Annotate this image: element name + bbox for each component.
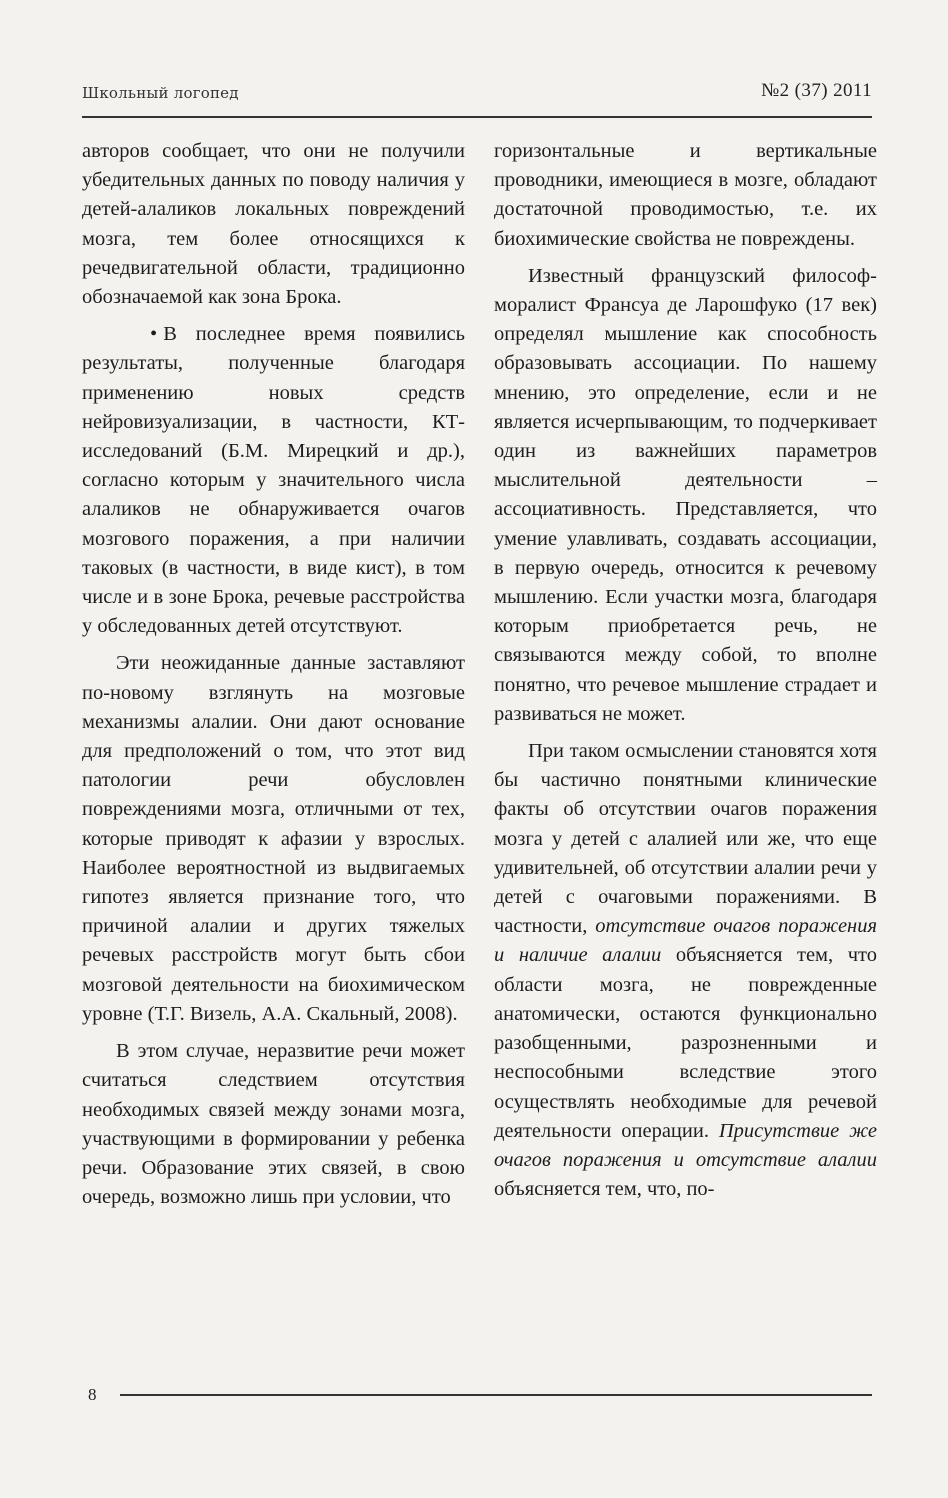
paragraph-text: В последнее время появились результаты, полученные благодаря применению новых средств нейровизуализации, в частности, КТ-исследований (Б.М. Мирецкий и др.), согласно которым у значительного числа алаликов не обнаруживается очагов мозгового поражения, а при наличии таковых (в частности, в виде кист), в том числе и в зоне Брока, речевые расстройства у обследованных детей отсутствуют. bbox=[82, 323, 465, 638]
footer-rule bbox=[120, 1394, 872, 1396]
paragraph bbox=[494, 737, 877, 1204]
header-rule bbox=[82, 116, 872, 118]
paragraph: Эти неожиданные данные заставляют по-новому взглянуть на мозговые механизмы алалии. Они дают основание для предположений о том, что этот вид патологии речи обусловлен повреждениями мозга, отличными от тех, которые приводят к афазии у взрослых. Наиболее вероятностной из выдвигаемых гипотез является признание того, что причиной алалии и других тяжелых речевых расстройств могут быть сбои мозговой деятельности на биохимическом уровне (Т.Г. Визель, А.А. Скальный, 2008). bbox=[82, 652, 465, 1025]
left-column bbox=[82, 137, 465, 1377]
paragraph-text: объясняется тем, что области мозга, не поврежденные анатомически, остаются функционально разобщенными, разрозненными и неспособными вследствие этого осуществлять необходимые для речевой деятельности операции. bbox=[494, 944, 877, 1142]
italic-emphasis: Присутствие же очагов поражения и отсутствие алалии bbox=[494, 1119, 877, 1171]
issue-number: №2 (37) 2011 bbox=[761, 80, 872, 101]
running-header bbox=[82, 76, 872, 102]
italic-emphasis: отсутствие очагов поражения и наличие алалии bbox=[494, 915, 877, 967]
paragraph-text: объясняется тем, что, по- bbox=[494, 1178, 715, 1201]
paragraph: Известный французский философ- моралист Франсуа де Ларошфуко (17 век) определял мышление как способность образовывать ассоциации. По нашему мнению, это определение, если и не является исчерпывающим, то подчеркивает один из важнейших параметров мыслительной деятельности – ассоциативность. Представляется, что умение улавливать, создавать ассоциации, в первую очередь, относится к речевому мышлению. Если участки мозга, благодаря которым приобретается речь, не связываются между собой, то вполне понятно, что речевое мышление страдает и развиваться не может. bbox=[494, 264, 877, 725]
right-column bbox=[494, 137, 877, 1377]
page-footer bbox=[88, 1384, 872, 1406]
text-columns bbox=[82, 137, 877, 1377]
page-number: 8 bbox=[88, 1385, 97, 1404]
paragraph-text: При таком осмыслении становятся хотя бы частично понятными клинические факты об отсутствии очагов поражения мозга у детей с алалией или же, что еще удивительней, об отсутствии алалии речи у детей с очаговыми поражениями. В частности, bbox=[494, 740, 877, 938]
bullet-paragraph bbox=[82, 320, 465, 641]
paragraph: авторов сообщает, что они не получили убедительных данных по поводу наличия у детей-алаликов локальных повреждений мозга, тем более относящихся к речедвигательной области, традиционно обозначаемой как зона Брока. bbox=[82, 140, 465, 309]
journal-name: Школьный логопед bbox=[82, 84, 239, 102]
paragraph: горизонтальные и вертикальные проводники, имеющиеся в мозге, обладают достаточной проводимостью, т.е. их биохимические свойства не повреждены. bbox=[494, 140, 877, 250]
bullet-icon: • bbox=[150, 323, 158, 346]
paragraph: В этом случае, неразвитие речи может считаться следствием отсутствия необходимых связей между зонами мозга, участвующими в формировании у ребенка речи. Образование этих связей, в свою очередь, возможно лишь при условии, что bbox=[82, 1040, 465, 1209]
